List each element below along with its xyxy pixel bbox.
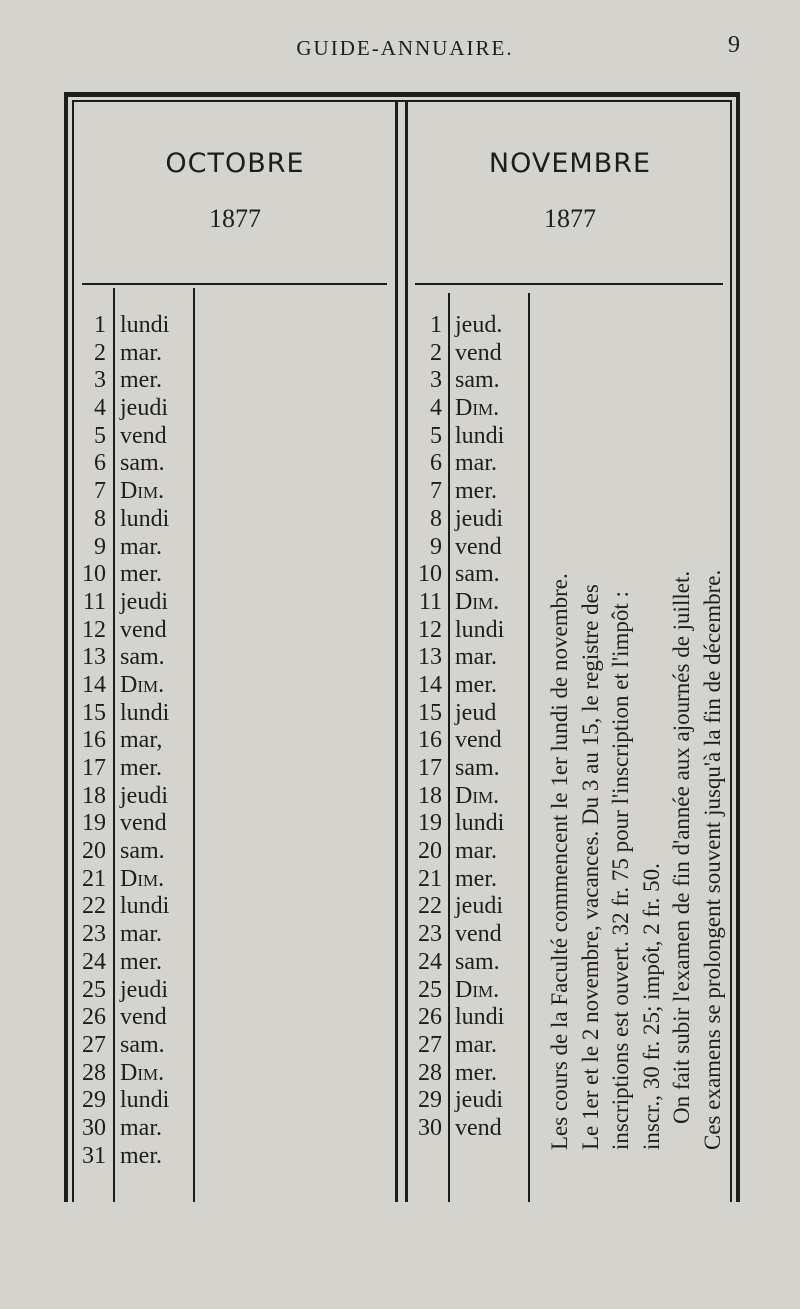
month-year-october: 1877 <box>209 204 261 233</box>
day-number: 1 <box>430 312 442 338</box>
day-number: 9 <box>94 533 106 560</box>
month-title-november: NOVEMBRE <box>488 148 652 179</box>
weekday-name: sam. <box>455 755 500 781</box>
weekday-name: Dim. <box>455 976 500 1003</box>
day-number: 8 <box>94 505 106 532</box>
frame-inner-rule-left <box>72 100 74 1202</box>
day-row <box>76 783 196 811</box>
day-row <box>76 423 196 451</box>
day-row <box>76 727 196 755</box>
weekday-name: vend <box>455 727 502 754</box>
day-row <box>76 644 196 672</box>
note-line: inscriptions est ouvert. 32 fr. 75 pour l'inscription et l'impôt : <box>608 591 633 1150</box>
day-row <box>76 561 196 589</box>
note-line: Ces examens se prolongent souvent jusqu'à la fin de décembre. <box>699 569 725 1150</box>
day-number: 28 <box>82 1059 106 1086</box>
weekday-name: mer. <box>120 561 162 588</box>
weekday-name: jeudi <box>455 1087 503 1114</box>
day-row <box>412 644 532 672</box>
weekday-name: lundi <box>455 616 505 643</box>
day-number: 13 <box>82 644 106 671</box>
day-row <box>412 1115 532 1143</box>
weekday-name: sam. <box>120 644 165 671</box>
day-number: 30 <box>82 1114 106 1141</box>
day-row <box>76 1115 196 1143</box>
day-number: 8 <box>430 505 442 532</box>
day-number: 10 <box>82 561 106 588</box>
day-number: 27 <box>82 1031 106 1058</box>
page-number: 9 <box>728 32 740 58</box>
day-number: 7 <box>430 478 442 505</box>
day-row <box>412 1032 532 1060</box>
weekday-name: jeud. <box>455 312 503 338</box>
day-row <box>76 700 196 728</box>
day-number: 10 <box>418 561 442 588</box>
day-row <box>412 949 532 977</box>
day-number: 22 <box>418 893 442 920</box>
weekday-name: vend <box>455 533 502 560</box>
weekday-name: sam. <box>455 367 500 394</box>
day-number: 3 <box>430 367 442 394</box>
day-number: 14 <box>418 671 442 698</box>
weekday-name: lundi <box>120 312 170 338</box>
day-row <box>76 395 196 423</box>
day-number: 28 <box>418 1059 442 1086</box>
november-day-list <box>412 312 532 1143</box>
day-row <box>76 893 196 921</box>
weekday-name: mar. <box>455 1031 497 1058</box>
day-row <box>412 506 532 534</box>
day-number: 18 <box>418 782 442 809</box>
day-number: 12 <box>418 616 442 643</box>
day-row <box>412 312 532 340</box>
weekday-name: Dim. <box>455 782 500 809</box>
day-row <box>412 589 532 617</box>
day-row <box>412 1060 532 1088</box>
day-row <box>76 921 196 949</box>
weekday-name: jeudi <box>455 505 503 532</box>
day-row <box>76 1087 196 1115</box>
running-title: GUIDE-ANNUAIRE. <box>296 36 514 60</box>
weekday-name: mar. <box>455 838 497 865</box>
day-row <box>412 395 532 423</box>
day-number: 20 <box>82 838 106 865</box>
day-number: 17 <box>82 755 106 781</box>
day-number: 25 <box>418 976 442 1003</box>
weekday-name: mar. <box>120 921 162 948</box>
day-row <box>76 506 196 534</box>
day-number: 9 <box>430 533 442 560</box>
weekday-name: mar. <box>455 644 497 671</box>
day-number: 22 <box>82 893 106 920</box>
day-row <box>76 1143 196 1171</box>
weekday-name: sam. <box>455 948 500 975</box>
weekday-name: mer. <box>455 478 497 505</box>
center-divider <box>405 100 408 1202</box>
month-header-rule <box>415 283 723 285</box>
day-number: 18 <box>82 782 106 809</box>
day-row <box>412 727 532 755</box>
note-line: Le 1er et le 2 novembre, vacances. Du 3 au 15, le registre des <box>577 584 603 1150</box>
day-number: 24 <box>82 948 106 975</box>
center-divider <box>395 100 398 1202</box>
weekday-name: mer. <box>455 865 497 892</box>
day-row <box>412 755 532 783</box>
day-row <box>412 423 532 451</box>
frame-inner-rule-right <box>730 100 732 1202</box>
day-number: 11 <box>82 588 106 615</box>
day-number: 17 <box>418 755 442 781</box>
month-header-rule <box>82 283 387 285</box>
day-number: 31 <box>82 1142 106 1169</box>
month-title-october: OCTOBRE <box>165 148 305 179</box>
day-number: 29 <box>418 1087 442 1114</box>
weekday-name: lundi <box>120 1087 170 1114</box>
day-number: 24 <box>418 948 442 975</box>
day-row <box>76 534 196 562</box>
note-line: inscr., 30 fr. 25; impôt, 2 fr. 50. <box>638 863 664 1150</box>
day-row <box>412 450 532 478</box>
day-row <box>412 893 532 921</box>
day-row <box>412 340 532 368</box>
day-row <box>412 700 532 728</box>
day-row <box>412 866 532 894</box>
day-row <box>76 589 196 617</box>
weekday-name: mer. <box>455 671 497 698</box>
weekday-name: sam. <box>120 838 165 865</box>
weekday-name: jeudi <box>120 588 168 615</box>
page-header <box>0 30 800 66</box>
weekday-name: Dim. <box>120 865 165 892</box>
weekday-name: lundi <box>120 893 170 920</box>
note-line: Les cours de la Faculté commencent le 1er lundi de novembre. <box>547 573 572 1150</box>
day-row <box>76 478 196 506</box>
october-day-list <box>76 312 196 1170</box>
weekday-name: mar. <box>120 533 162 560</box>
day-row <box>412 810 532 838</box>
day-number: 20 <box>418 838 442 865</box>
weekday-name: jeudi <box>120 395 168 422</box>
weekday-name: vend <box>455 921 502 948</box>
weekday-name: mar. <box>120 339 162 366</box>
day-row <box>412 921 532 949</box>
day-number: 21 <box>82 865 106 892</box>
day-row <box>412 672 532 700</box>
day-number: 30 <box>418 1114 442 1141</box>
day-row <box>76 450 196 478</box>
weekday-name: jeudi <box>120 782 168 809</box>
weekday-name: lundi <box>455 1004 505 1031</box>
weekday-name: Dim. <box>120 671 165 698</box>
weekday-name: Dim. <box>455 588 500 615</box>
day-number: 25 <box>82 976 106 1003</box>
weekday-name: vend <box>120 422 167 449</box>
day-number: 16 <box>82 727 106 754</box>
day-number: 27 <box>418 1031 442 1058</box>
day-number: 7 <box>94 478 106 505</box>
weekday-name: mar, <box>120 727 163 754</box>
day-row <box>412 617 532 645</box>
day-row <box>412 1004 532 1032</box>
day-row <box>412 1087 532 1115</box>
weekday-name: mer. <box>120 1142 162 1169</box>
weekday-name: sam. <box>120 450 165 477</box>
weekday-name: mar. <box>120 1114 162 1141</box>
day-number: 6 <box>94 450 106 477</box>
day-number: 21 <box>418 865 442 892</box>
weekday-name: mer. <box>120 948 162 975</box>
weekday-name: vend <box>455 339 502 366</box>
day-number: 2 <box>94 339 106 366</box>
weekday-name: lundi <box>120 505 170 532</box>
day-number: 19 <box>418 810 442 837</box>
day-number: 13 <box>418 644 442 671</box>
day-number: 11 <box>418 588 442 615</box>
weekday-name: sam. <box>455 561 500 588</box>
day-number: 5 <box>94 422 106 449</box>
note-line: On fait subir l'examen de fin d'année aux ajournés de juillet. <box>669 570 694 1124</box>
weekday-name: jeudi <box>120 976 168 1003</box>
weekday-name: jeud <box>455 699 497 726</box>
day-row <box>412 977 532 1005</box>
day-number: 15 <box>82 699 106 726</box>
weekday-name: lundi <box>120 699 170 726</box>
weekday-name: vend <box>455 1114 502 1141</box>
day-row <box>412 367 532 395</box>
weekday-name: mer. <box>455 1059 497 1086</box>
day-number: 26 <box>418 1004 442 1031</box>
day-row <box>76 838 196 866</box>
weekday-name: vend <box>120 616 167 643</box>
day-number: 4 <box>94 395 106 422</box>
weekday-name: sam. <box>120 1031 165 1058</box>
frame-inner-rule-top <box>72 100 732 102</box>
day-row <box>412 783 532 811</box>
day-row <box>76 312 196 340</box>
day-number: 12 <box>82 616 106 643</box>
weekday-name: mer. <box>120 367 162 394</box>
day-number: 16 <box>418 727 442 754</box>
day-number: 1 <box>94 312 106 338</box>
weekday-name: Dim. <box>120 478 165 505</box>
day-row <box>76 1060 196 1088</box>
day-number: 4 <box>430 395 442 422</box>
day-number: 3 <box>94 367 106 394</box>
month-year-november: 1877 <box>544 204 596 233</box>
day-row <box>76 672 196 700</box>
weekday-name: mar. <box>455 450 497 477</box>
day-row <box>76 755 196 783</box>
weekday-name: vend <box>120 1004 167 1031</box>
day-row <box>76 1004 196 1032</box>
day-number: 2 <box>430 339 442 366</box>
day-row <box>76 617 196 645</box>
day-row <box>76 810 196 838</box>
day-number: 14 <box>82 671 106 698</box>
weekday-name: Dim. <box>120 1059 165 1086</box>
day-row <box>412 478 532 506</box>
day-number: 19 <box>82 810 106 837</box>
day-row <box>76 367 196 395</box>
day-number: 15 <box>418 699 442 726</box>
day-row <box>76 949 196 977</box>
day-row <box>412 534 532 562</box>
day-number: 5 <box>430 422 442 449</box>
weekday-name: lundi <box>455 422 505 449</box>
weekday-name: vend <box>120 810 167 837</box>
day-number: 26 <box>82 1004 106 1031</box>
day-row <box>76 340 196 368</box>
day-row <box>76 977 196 1005</box>
weekday-name: lundi <box>455 810 505 837</box>
day-number: 23 <box>82 921 106 948</box>
faculty-notes <box>545 300 725 1150</box>
day-row <box>412 838 532 866</box>
day-number: 29 <box>82 1087 106 1114</box>
weekday-name: jeudi <box>455 893 503 920</box>
day-number: 23 <box>418 921 442 948</box>
day-number: 6 <box>430 450 442 477</box>
day-row <box>76 866 196 894</box>
weekday-name: Dim. <box>455 395 500 422</box>
weekday-name: mer. <box>120 755 162 781</box>
day-row <box>76 1032 196 1060</box>
day-row <box>412 561 532 589</box>
